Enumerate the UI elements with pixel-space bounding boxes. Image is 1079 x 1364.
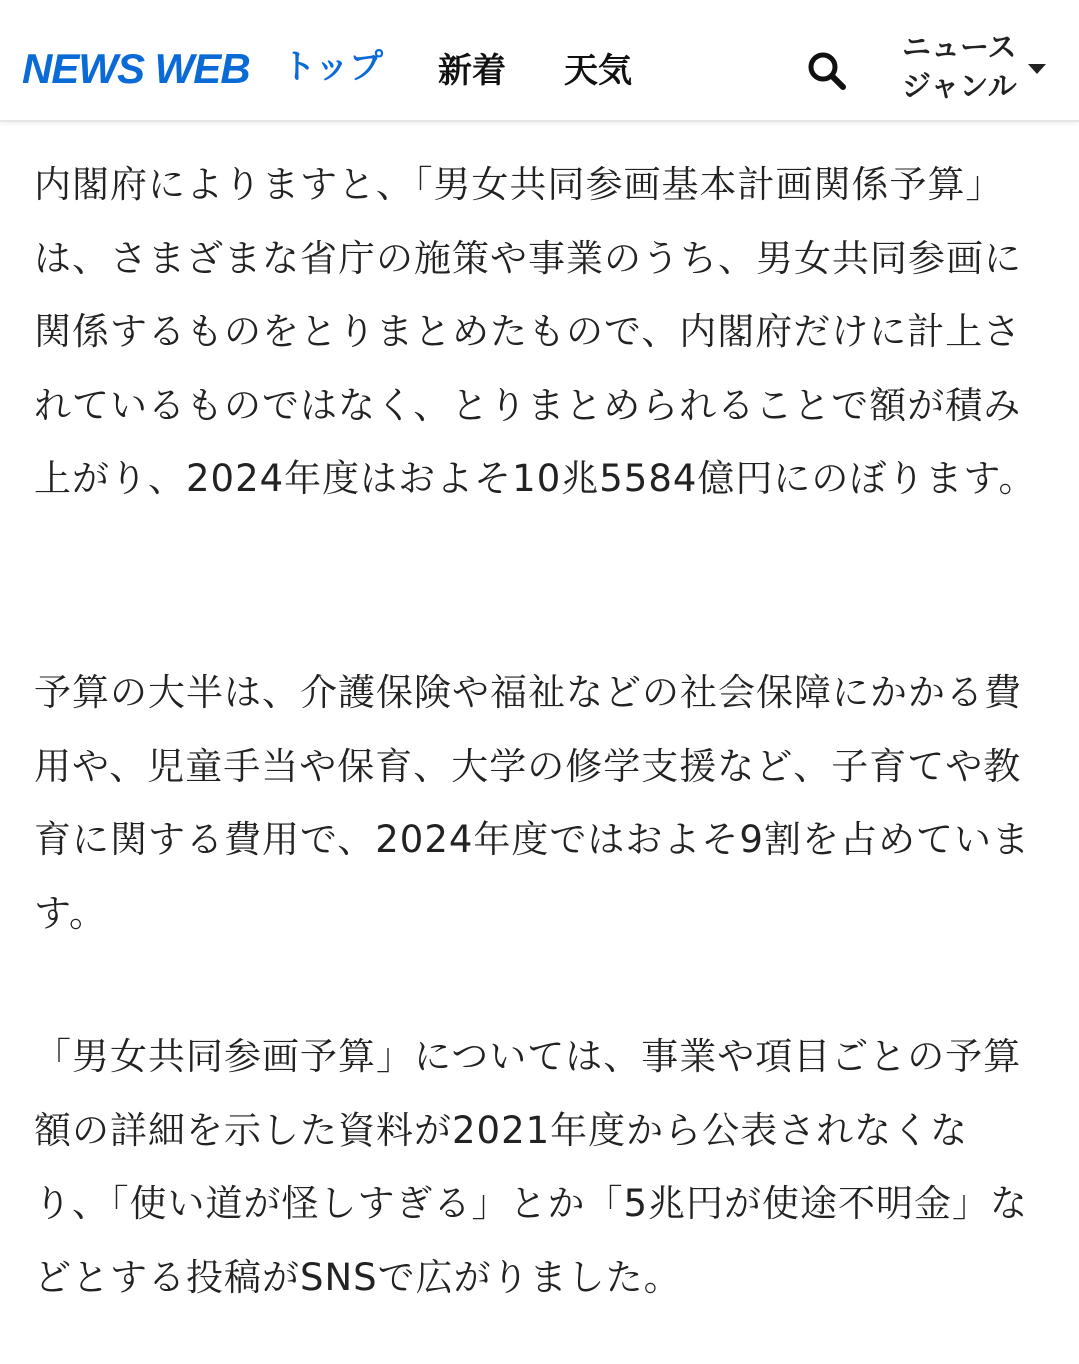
nav-latest-link[interactable]: 新着 [438,51,506,91]
article-paragraph-3: 「男女共同参画予算」については、事業や項目ごとの予算額の詳細を示した資料が2021年度から公表されなくなり、「使い道が怪しすぎる」とか「5兆円が使途不明金」などとする投稿がSNSで広がりました。 [34,1035,1029,1299]
genre-label-line1: ニュース [902,30,1017,64]
article-paragraph-1: 内閣府によりますと、「男女共同参画基本計画関係予算」は、さまざまな省庁の施策や事業のうち、男女共同参画に関係するものをとりまとめたもので、内閣府だけに計上されているものではなく、とりまとめられることで額が積み上がり、2024年度はおよそ10兆5584億円にのぼります。 [34,163,1037,500]
nav-weather-link[interactable]: 天気 [564,51,632,91]
news-genre-menu[interactable] [902,28,1052,108]
genre-label-line2: ジャンル [902,69,1017,103]
news-web-logo[interactable]: NEWS WEB [22,45,250,92]
search-icon [806,50,848,92]
site-header [0,0,1079,122]
article-paragraph-2: 予算の大半は、介護保険や福祉などの社会保障にかかる費用や、児童手当や保育、大学の修学支援など、子育てや教育に関する費用で、2024年度ではおよそ9割を占めています。 [34,671,1030,935]
nav-top-link[interactable]: トップ [282,47,383,87]
caret-down-icon [1028,64,1046,74]
search-button[interactable] [806,50,848,92]
